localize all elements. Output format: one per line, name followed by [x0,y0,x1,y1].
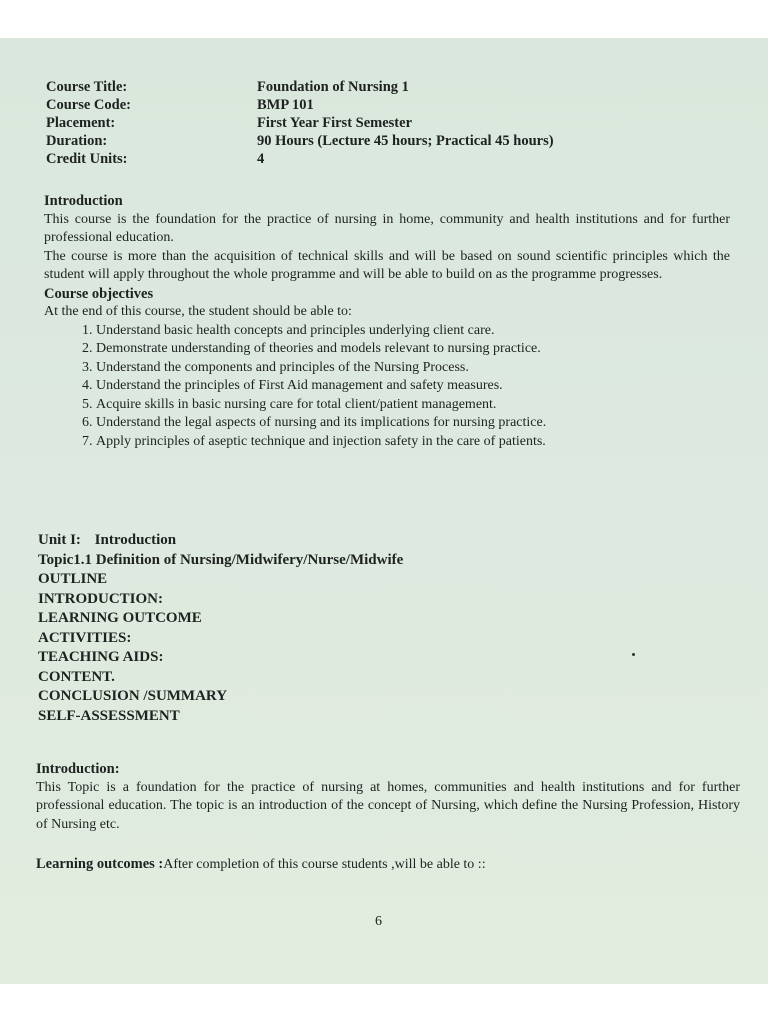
objective-item: 3. Understand the components and principles of the Nursing Process. [96,359,730,378]
outline-item: CONTENT. [38,668,115,685]
placement-value: First Year First Semester [257,115,413,131]
placement-label: Placement: [46,115,116,131]
unit-label: Unit I: [38,532,81,548]
course-code-label: Course Code: [46,97,131,113]
credit-units-row [46,150,554,168]
unit-heading [38,531,403,570]
outline-list [38,570,227,726]
objective-item: 4. Understand the principles of First Aid management and safety measures. [96,377,730,396]
outline-item: OUTLINE [38,571,108,587]
objective-item: 1. Understand basic health concepts and principles underlying client care. [96,322,730,341]
introduction-paragraph-2: The course is more than the acquisition of technical skills and will be based on sound scientific principles which the student will apply throughout the whole programme and will be able to build on as the programme progresses. [44,248,730,282]
course-title-label: Course Title: [46,79,128,95]
course-title-value: Foundation of Nursing 1 [257,79,409,95]
objective-item: 7. Apply principles of aseptic technique and injection safety in the care of patients. [96,433,730,452]
learning-outcomes-text: After completion of this course students ,will be able to :: [163,857,486,872]
document-page [0,38,768,984]
introduction-section [44,192,730,451]
duration-label: Duration: [46,133,108,149]
credit-units-label: Credit Units: [46,151,128,167]
topic-introduction-heading: Introduction: [36,761,120,777]
introduction-paragraph-1: This course is the foundation for the practice of nursing in home, community and health institutions and for further professional education. [44,211,730,245]
learning-outcomes-line [36,856,486,873]
objective-item: 5. Acquire skills in basic nursing care for total client/patient management. [96,396,730,415]
unit-title: Introduction [94,532,177,548]
topic-introduction [36,760,740,834]
scan-speck [632,653,635,656]
duration-value: 90 Hours (Lecture 45 hours; Practical 45 hours) [257,133,554,149]
course-code-value: BMP 101 [257,97,314,113]
duration-row [46,132,554,150]
credit-units-value: 4 [257,151,265,167]
page-number: 6 [375,914,382,929]
objectives-lead: At the end of this course, the student should be able to: [44,304,352,319]
objective-item: 2. Demonstrate understanding of theories and models relevant to nursing practice. [96,340,730,359]
introduction-heading: Introduction [44,193,123,209]
outline-item: INTRODUCTION: [38,590,164,607]
outline-item: CONCLUSION /SUMMARY [38,688,228,704]
topic-title: Topic1.1 Definition of Nursing/Midwifery/Nurse/Midwife [38,551,404,568]
outline-item: LEARNING OUTCOME [38,610,202,626]
topic-introduction-text: This Topic is a foundation for the practice of nursing at homes, communities and health institutions and for further professional education. The topic is an introduction of the concept of Nursing, which define the Nursing Profession, History of Nursing etc. [36,779,740,832]
outline-item: SELF-ASSESSMENT [38,707,180,724]
course-title-row [46,78,554,96]
course-info [46,78,554,168]
course-code-row [46,96,554,114]
objective-item: 6. Understand the legal aspects of nursing and its implications for nursing practice. [96,414,730,433]
placement-row [46,114,554,132]
outline-item: ACTIVITIES: [38,629,132,646]
objectives-heading: Course objectives [44,285,154,302]
objectives-list [44,322,730,452]
outline-item: TEACHING AIDS: [38,649,164,665]
learning-outcomes-label: Learning outcomes : [36,856,164,872]
